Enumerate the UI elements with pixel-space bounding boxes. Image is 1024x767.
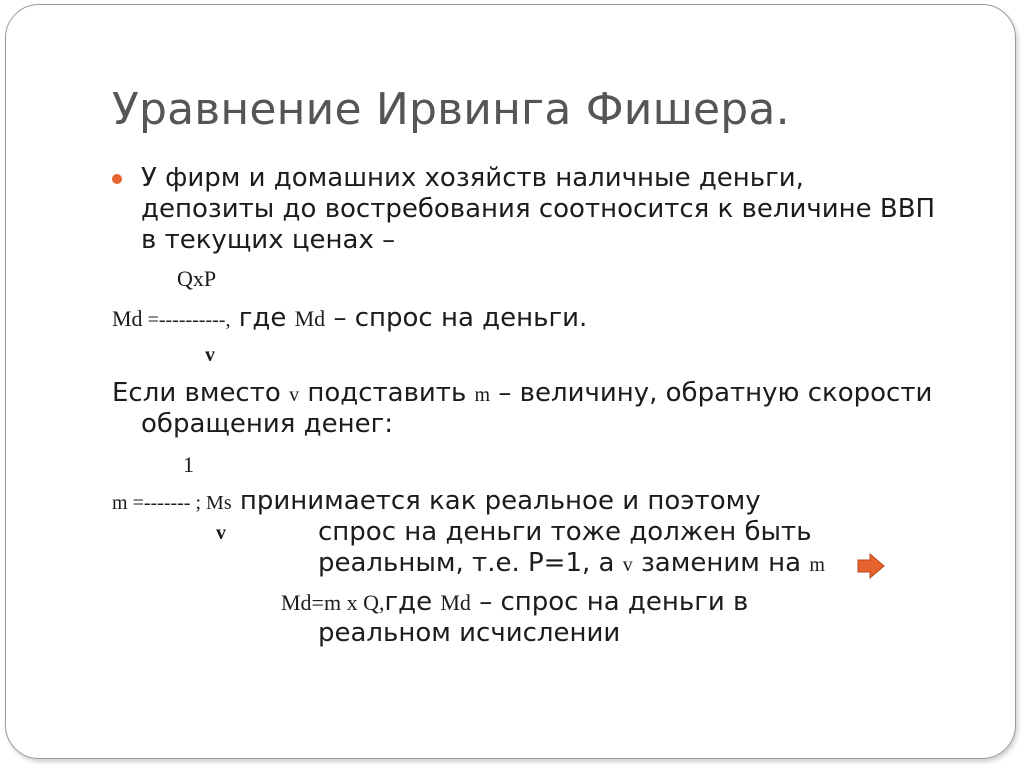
eq1-numerator: QxP — [177, 266, 217, 291]
arrow-right-icon — [857, 553, 885, 579]
para2-line-2: обращения денег: — [141, 409, 394, 439]
eq3-formula: Md=m x Q, — [281, 590, 385, 615]
bullet-line-1: У фирм и домашних хозяйств наличные деньги, — [141, 163, 804, 193]
eq2-text-3-v: v — [622, 554, 633, 576]
para2-end: – величину, обратную скорости — [490, 378, 933, 408]
eq3-md: Md — [440, 590, 471, 615]
eq2-line-2: спрос на деньги тоже должен быть — [318, 517, 812, 547]
eq1-mid-text: где — [230, 303, 295, 333]
eq2-line-1 — [112, 486, 761, 519]
eq1-denominator: v — [205, 344, 215, 366]
eq2-denominator: v — [216, 522, 226, 544]
bullet-line-3: в текущих ценах – — [141, 225, 396, 255]
slide-title: Уравнение Ирвинга Фишера. — [112, 84, 790, 135]
eq2-numerator: 1 — [183, 452, 194, 477]
para2-line-1 — [112, 378, 932, 411]
eq2-text-3-start: реальным, т.е. P=1, а — [318, 548, 623, 578]
eq1-desc: – спрос на деньги. — [325, 303, 588, 333]
eq2-text-1: принимается как реальное и поэтому — [231, 486, 761, 516]
eq3-rest: – спрос на деньги в — [470, 587, 749, 617]
eq3-line-1 — [281, 587, 748, 618]
eq1-lhs: Md — [112, 306, 143, 331]
para2-middle: подставить — [299, 378, 475, 408]
eq2-m: m — [112, 492, 128, 514]
eq2-dashes: =------- ; — [127, 492, 207, 514]
eq2-ms: Ms — [206, 492, 232, 514]
eq1-line — [112, 303, 587, 336]
eq2-text-3-m: m — [809, 554, 825, 576]
eq2-text-3-mid: заменим на — [632, 548, 810, 578]
eq1-dashes: =----------, — [142, 309, 231, 331]
eq1-md: Md — [294, 306, 326, 331]
para2-start: Если вместо — [112, 378, 290, 408]
para2-v: v — [289, 384, 300, 406]
eq3-text: где — [384, 587, 441, 617]
eq2-line-3 — [318, 548, 825, 581]
bullet-line-2: депозиты до востребования соотносится к величине ВВП — [141, 194, 936, 224]
para2-m: m — [474, 384, 491, 406]
eq3-line-2: реальном исчислении — [318, 618, 621, 648]
bullet-dot-icon — [112, 174, 122, 184]
